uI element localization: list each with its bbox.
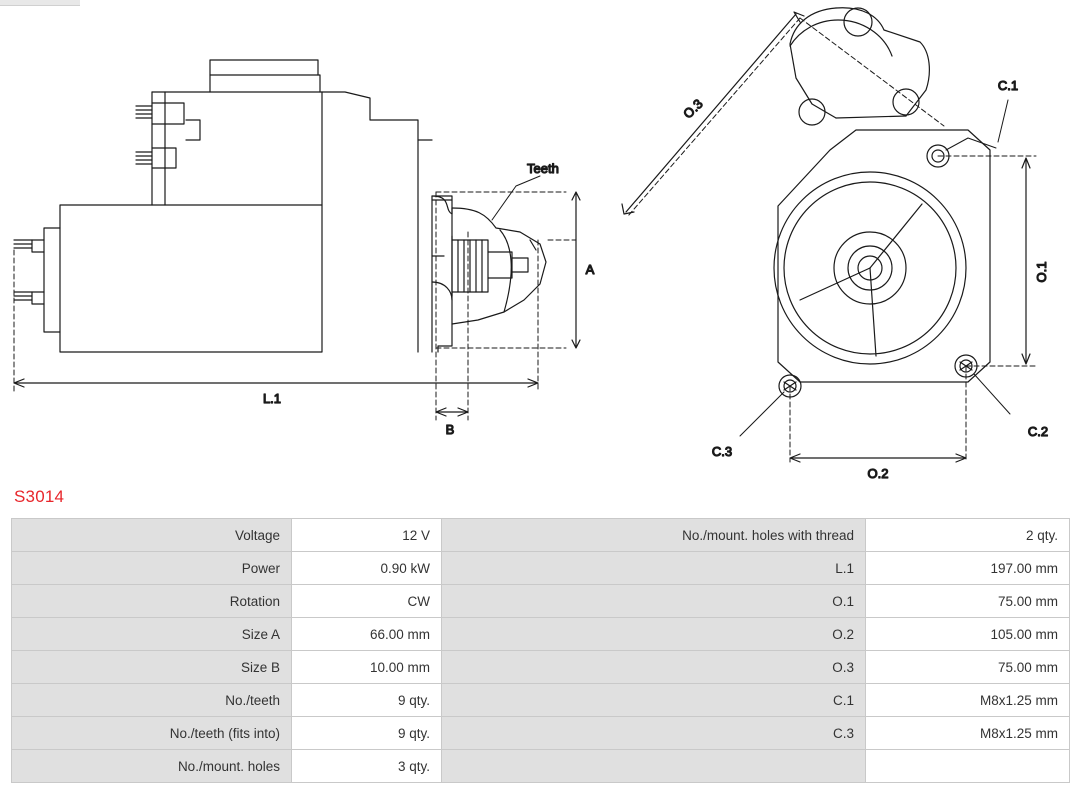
spec-value: 0.90 kW: [292, 552, 442, 585]
spec-label: O.2: [442, 618, 866, 651]
spec-label: No./mount. holes with thread: [442, 519, 866, 552]
spec-label: Size A: [12, 618, 292, 651]
table-row: [12, 519, 1070, 552]
label-c1: C.1: [997, 78, 1019, 93]
part-number: S3014: [14, 487, 65, 506]
table-row: [12, 684, 1070, 717]
dimension-o3: [622, 12, 804, 214]
spec-label: Rotation: [12, 585, 292, 618]
label-c3: C.3: [711, 444, 733, 459]
spec-value: 10.00 mm: [292, 651, 442, 684]
label-o3: O.3: [680, 96, 706, 122]
leader-c3: [740, 392, 784, 436]
spec-value: 9 qty.: [292, 684, 442, 717]
spec-value: CW: [292, 585, 442, 618]
spec-label: No./teeth: [12, 684, 292, 717]
spec-label: Size B: [12, 651, 292, 684]
table-row: [12, 552, 1070, 585]
dimension-a: [572, 192, 580, 348]
label-l1: L.1: [262, 391, 282, 406]
spec-value: 3 qty.: [292, 750, 442, 783]
table-row: [12, 618, 1070, 651]
spec-empty-label: [442, 750, 866, 783]
spec-label: L.1: [442, 552, 866, 585]
front-view-group: [774, 8, 990, 397]
label-o1: O.1: [1034, 261, 1049, 283]
label-teeth: Teeth: [527, 161, 559, 176]
table-row: [12, 750, 1070, 783]
leader-c2: [974, 374, 1010, 414]
table-row: [12, 585, 1070, 618]
spec-value: 2 qty.: [866, 519, 1070, 552]
label-b: B: [445, 422, 455, 437]
spec-label: C.1: [442, 684, 866, 717]
dimension-o1: [1022, 158, 1030, 364]
label-o2: O.2: [867, 466, 889, 481]
spec-label: Voltage: [12, 519, 292, 552]
label-c2: C.2: [1027, 424, 1049, 439]
spec-table-wrapper: [11, 518, 1069, 783]
label-a: A: [585, 262, 595, 277]
table-row: [12, 651, 1070, 684]
spec-value: 105.00 mm: [866, 618, 1070, 651]
spec-value: M8x1.25 mm: [866, 717, 1070, 750]
spec-label: No./teeth (fits into): [12, 717, 292, 750]
spec-label: Power: [12, 552, 292, 585]
spec-value: 12 V: [292, 519, 442, 552]
spec-label: O.3: [442, 651, 866, 684]
spec-value: M8x1.25 mm: [866, 684, 1070, 717]
spec-value: 75.00 mm: [866, 651, 1070, 684]
spec-table: [11, 518, 1070, 783]
dimension-l1: [14, 379, 538, 387]
spec-label: O.1: [442, 585, 866, 618]
teeth-callout: [492, 176, 540, 220]
spec-value: 197.00 mm: [866, 552, 1070, 585]
dimension-guides-side: [14, 192, 576, 420]
spec-label: No./mount. holes: [12, 750, 292, 783]
spec-value: 66.00 mm: [292, 618, 442, 651]
dimension-o2: [790, 454, 966, 462]
dimension-guides-front: [628, 18, 1036, 462]
spec-empty-value: [866, 750, 1070, 783]
table-row: [12, 717, 1070, 750]
side-view-group: [14, 60, 546, 352]
spec-label: C.3: [442, 717, 866, 750]
spec-value: 75.00 mm: [866, 585, 1070, 618]
spec-value: 9 qty.: [292, 717, 442, 750]
dimension-b: [436, 408, 468, 416]
